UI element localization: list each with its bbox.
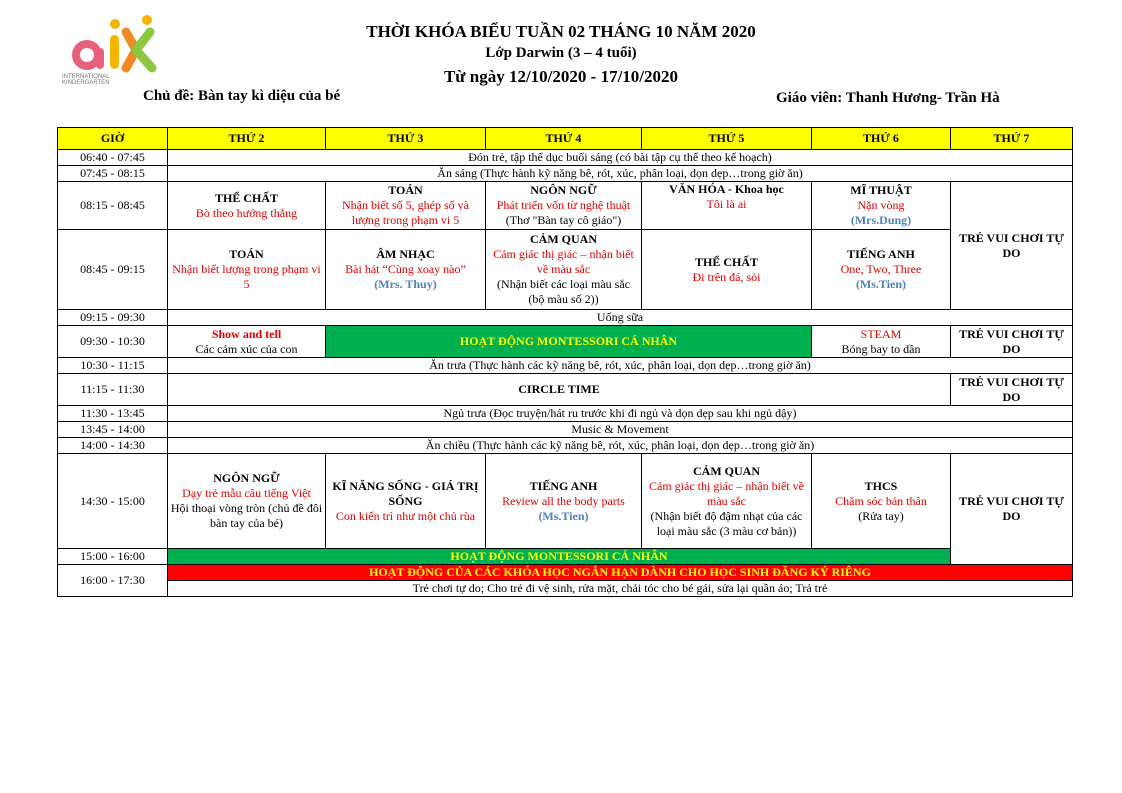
activity-cell	[486, 182, 642, 230]
subject-detail: Phát triển vốn từ nghệ thuật	[496, 198, 631, 212]
time-cell: 09:30 - 10:30	[58, 326, 168, 358]
activity-cell	[168, 182, 326, 230]
subject-detail: Bò theo hướng thẳng	[195, 205, 298, 220]
subject-detail: Dạy trẻ mẫu câu tiếng Việt	[182, 486, 311, 500]
time-cell: 11:15 - 11:30	[58, 374, 168, 406]
subject-teacher: (Mrs. Thuy)	[374, 277, 437, 291]
subject-title: TIẾNG ANH	[529, 478, 598, 493]
subject-detail: Bóng bay to dần	[841, 341, 921, 356]
short-course-cell: HOẠT ĐỘNG CỦA CÁC KHÓA HỌC NGẮN HẠN DÀNH CHO HỌC SINH ĐĂNG KÝ RIÊNG	[168, 565, 1073, 581]
subject-detail: Nặn vòng	[857, 198, 905, 212]
table-row	[58, 358, 1073, 374]
subject-detail: Các cảm xúc của con	[195, 341, 298, 356]
subject-note: Hội thoại vòng tròn (chủ đề đôi bàn tay của bé)	[170, 501, 323, 530]
col-header-wed: THỨ 4	[486, 128, 642, 150]
subject-teacher: (Ms.Tien)	[855, 277, 907, 291]
subject-title: NGÔN NGỮ	[213, 471, 280, 485]
svg-text:INTERNATIONAL: INTERNATIONAL	[62, 74, 110, 80]
activity-cell	[486, 230, 642, 310]
activity-cell: Trẻ chơi tự do; Cho trẻ đi vệ sinh, rửa mặt, chải tóc cho bé gái, sửa lại quần áo; Trả trẻ	[168, 581, 1073, 597]
time-cell: 15:00 - 16:00	[58, 549, 168, 565]
saturday-cell: TRẺ VUI CHƠI TỰ DO	[951, 326, 1073, 358]
time-cell: 09:15 - 09:30	[58, 310, 168, 326]
time-cell: 08:45 - 09:15	[58, 230, 168, 310]
subject-title: THỂ CHẤT	[694, 254, 758, 269]
activity-cell: Ăn trưa (Thực hành các kỹ năng bê, rót, xúc, phân loại, dọn dẹp…trong giờ ăn)	[168, 358, 1073, 374]
activity-cell	[642, 230, 812, 310]
time-cell: 08:15 - 08:45	[58, 182, 168, 230]
activity-cell	[326, 454, 486, 549]
montessori-cell: HOẠT ĐỘNG MONTESSORI CÁ NHÂN	[168, 549, 951, 565]
table-row	[58, 150, 1073, 166]
subject-detail: Chăm sóc bản thân	[835, 493, 927, 508]
time-cell: 14:30 - 15:00	[58, 454, 168, 549]
subject-title: Show and tell	[211, 326, 282, 341]
activity-cell	[812, 454, 951, 549]
subject-detail: Review all the body parts	[502, 493, 625, 508]
table-row	[58, 549, 1073, 565]
subject-title: CẢM QUAN	[693, 463, 760, 478]
activity-cell	[812, 182, 951, 230]
schedule-table	[57, 127, 1073, 597]
subject-title: MĨ THUẬT	[850, 183, 912, 197]
teacher-label: Giáo viên: Thanh Hương- Trần Hà	[776, 90, 1000, 106]
col-header-thu: THỨ 5	[642, 128, 812, 150]
saturday-cell: TRẺ VUI CHƠI TỰ DO	[951, 374, 1073, 406]
table-row	[58, 438, 1073, 454]
table-row	[58, 422, 1073, 438]
subject-title: VĂN HÓA - Khoa học	[669, 182, 784, 196]
activity-cell	[326, 182, 486, 230]
subject-detail: Đi trên đá, sỏi	[692, 269, 761, 284]
subject-title: TIẾNG ANH	[847, 247, 915, 261]
subject-note: (Nhận biết độ đậm nhạt của các loại màu sắc (3 màu cơ bản))	[650, 508, 803, 538]
time-cell: 10:30 - 11:15	[58, 358, 168, 374]
theme-label: Chủ đề: Bàn tay kì diệu của bé	[143, 88, 341, 104]
subject-note: (Rửa tay)	[858, 508, 904, 523]
activity-cell: Uống sữa	[168, 310, 1073, 326]
activity-cell	[642, 454, 812, 549]
subject-teacher: (Ms.Tien)	[538, 508, 589, 523]
subject-detail: Tôi là ai	[706, 197, 747, 211]
activity-cell	[168, 326, 326, 358]
time-cell: 11:30 - 13:45	[58, 406, 168, 422]
date-range: Từ ngày 12/10/2020 - 17/10/2020	[443, 67, 679, 86]
table-row	[58, 454, 1073, 549]
saturday-cell: TRẺ VUI CHƠI TỰ DO	[951, 182, 1073, 310]
col-header-mon: THỨ 2	[168, 128, 326, 150]
subject-title: TOÁN	[388, 183, 423, 197]
subject-detail: Con kiến trì như một chủ rùa	[335, 508, 476, 523]
col-header-time: GIỜ	[58, 128, 168, 150]
table-row	[58, 565, 1073, 581]
activity-cell: Ngủ trưa (Đọc truyện/hát ru trước khi đi ngủ và dọn dẹp sau khi ngủ dậy)	[168, 406, 1073, 422]
subject-title: THỂ CHẤT	[214, 190, 278, 205]
subject-detail: One, Two, Three	[840, 262, 922, 276]
subject-title: STEAM	[860, 326, 902, 341]
subject-detail: Cảm giác thị giác – nhận biết về màu sắc	[649, 478, 804, 508]
activity-cell	[812, 326, 951, 358]
activity-cell	[812, 230, 951, 310]
subject-detail: Bài hát “Cùng xoay nào”	[345, 262, 466, 276]
activity-cell	[486, 454, 642, 549]
time-cell: 14:00 - 14:30	[58, 438, 168, 454]
time-cell: 16:00 - 17:30	[58, 565, 168, 597]
header-row	[58, 128, 1073, 150]
activity-cell: Ăn chiều (Thực hành các kỹ năng bê, rót, xúc, phân loại, dọn dẹp…trong giờ ăn)	[168, 438, 1073, 454]
subject-detail: Nhận biết số 5, ghép số và lượng trong phạm vi 5	[342, 198, 469, 227]
subject-title: NGÔN NGỮ	[530, 183, 597, 197]
table-row	[58, 182, 1073, 230]
col-header-sat: THỨ 7	[951, 128, 1073, 150]
subject-teacher: (Mrs.Dung)	[850, 213, 912, 227]
subject-title: THCS	[864, 478, 898, 493]
time-cell: 06:40 - 07:45	[58, 150, 168, 166]
time-cell: 13:45 - 14:00	[58, 422, 168, 438]
table-row	[58, 581, 1073, 597]
class-name: Lớp Darwin (3 – 4 tuổi)	[485, 45, 637, 61]
svg-text:KINDERGARTEN: KINDERGARTEN	[62, 80, 110, 85]
activity-cell: Đón trẻ, tập thể dục buổi sáng (có bài tập cụ thể theo kế hoạch)	[168, 150, 1073, 166]
subject-title: ÂM NHẠC	[376, 247, 435, 261]
subject-detail: Cảm giác thị giác – nhận biết về màu sắc	[493, 247, 634, 276]
table-row	[58, 166, 1073, 182]
activity-cell	[642, 182, 812, 230]
table-row	[58, 326, 1073, 358]
activity-cell	[326, 230, 486, 310]
subject-detail: Nhận biết lượng trong phạm vi 5	[172, 262, 321, 291]
col-header-fri: THỨ 6	[812, 128, 951, 150]
table-row	[58, 310, 1073, 326]
subject-note: (Nhận biết các loại màu sắc (bộ màu số 2))	[497, 277, 630, 306]
activity-cell	[168, 454, 326, 549]
montessori-cell: HOẠT ĐỘNG MONTESSORI CÁ NHÂN	[326, 326, 812, 358]
subject-note: (Thơ "Bàn tay cô giáo")	[505, 213, 622, 227]
col-header-tue: THỨ 3	[326, 128, 486, 150]
subject-title: KĨ NĂNG SỐNG - GIÁ TRỊ SỐNG	[332, 478, 479, 508]
table-row	[58, 374, 1073, 406]
activity-cell: Music & Movement	[168, 422, 1073, 438]
table-row	[58, 230, 1073, 310]
saturday-cell: TRẺ VUI CHƠI TỰ DO	[951, 454, 1073, 565]
circle-time-cell: CIRCLE TIME	[168, 374, 951, 406]
time-cell: 07:45 - 08:15	[58, 166, 168, 182]
table-row	[58, 406, 1073, 422]
activity-cell: Ăn sáng (Thực hành kỹ năng bê, rót, xúc, phân loại, dọn dẹp…trong giờ ăn)	[168, 166, 1073, 182]
schedule-title: THỜI KHÓA BIỂU TUẦN 02 THÁNG 10 NĂM 2020	[366, 22, 756, 41]
subject-title: TOÁN	[229, 247, 264, 261]
subject-title: CẢM QUAN	[530, 232, 597, 246]
activity-cell	[168, 230, 326, 310]
